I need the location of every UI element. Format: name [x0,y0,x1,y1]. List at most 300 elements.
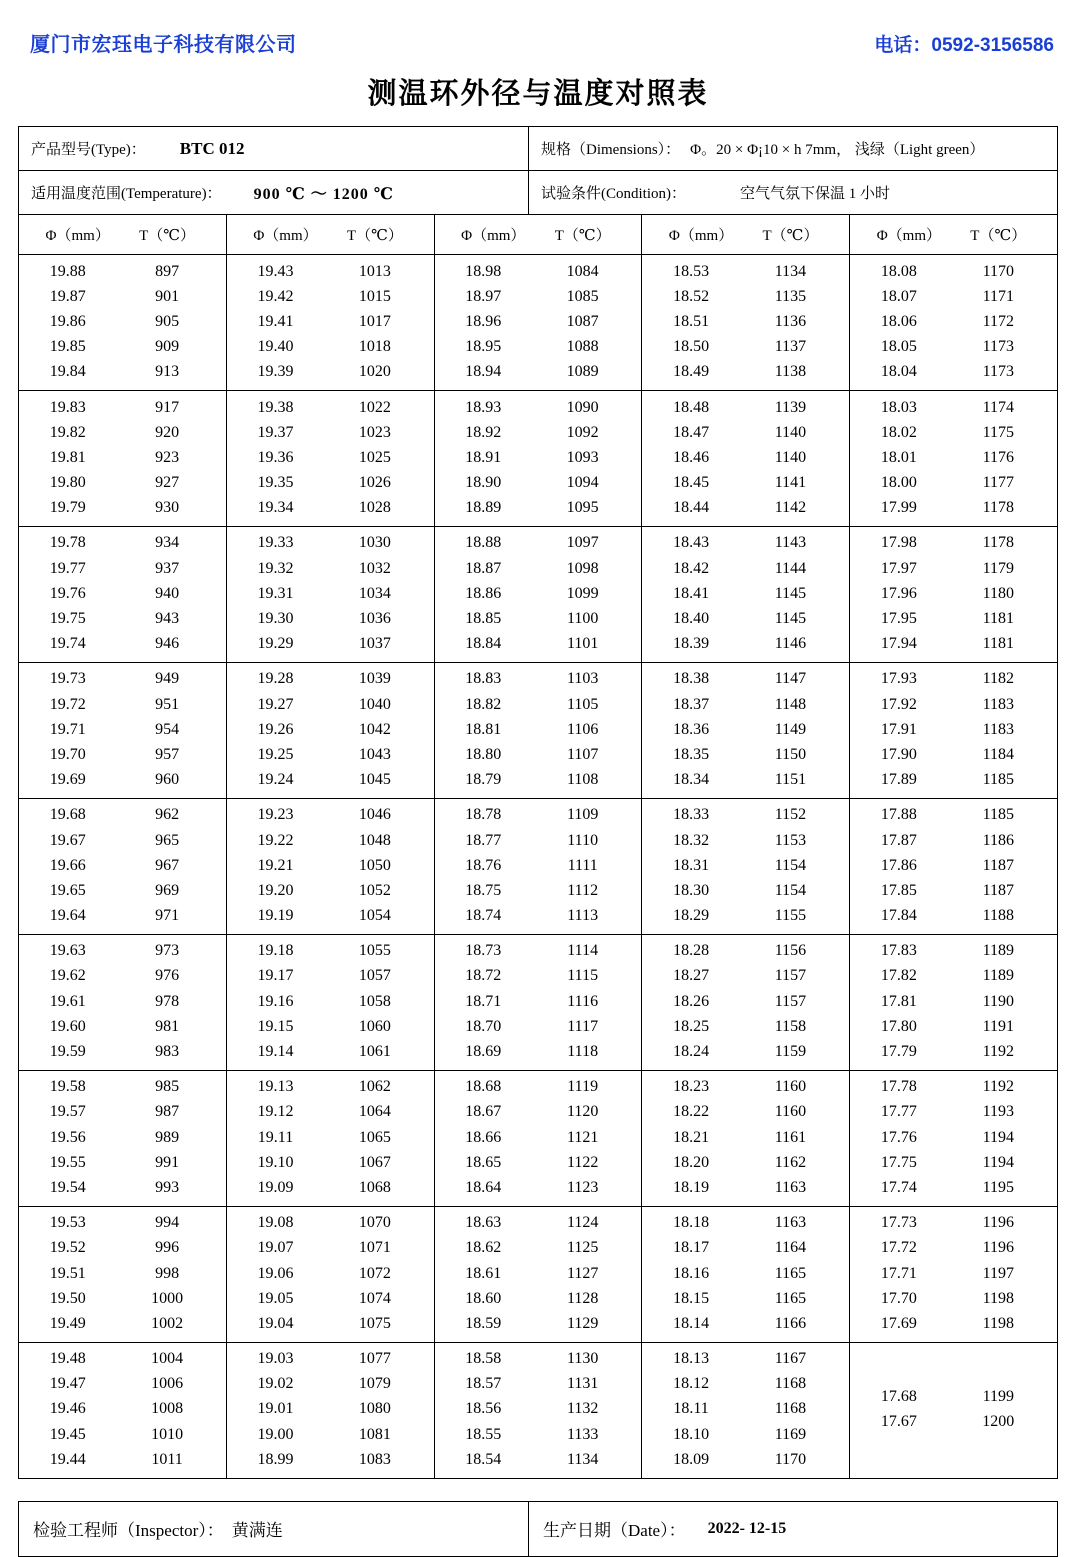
phi-value: 18.75 [465,881,502,899]
phi-value: 18.48 [673,398,710,416]
phi-value: 17.83 [880,942,917,960]
temperature-value-cell: 1181 [982,610,1014,628]
temperature-value-cell: 1189 [982,942,1014,960]
table-row [435,395,642,420]
table-row [850,878,1057,903]
temperature-value-cell: 1160 [774,1103,807,1121]
phi-value: 18.06 [880,312,917,330]
phi-value: 18.86 [465,584,502,602]
temperature-value-cell: 1185 [982,771,1014,789]
phi-value: 18.66 [465,1128,502,1146]
phi-value: 19.61 [49,992,86,1010]
table-row [227,828,434,853]
table-row [19,1447,226,1472]
phi-header: Φ（mm） [668,228,734,244]
type-value: BTC 012 [179,138,245,158]
table-row [435,1422,642,1447]
info-row-type [19,127,1057,171]
data-group [642,1343,849,1478]
phi-value: 18.24 [673,1043,710,1061]
temperature-value-cell: 1197 [982,1264,1014,1282]
table-row [227,581,434,606]
phi-value: 18.25 [673,1017,710,1035]
table-row [435,1014,642,1039]
phi-value: 18.92 [465,423,502,441]
data-group [642,391,849,527]
temperature-value-cell: 1145 [774,584,807,602]
temperature-value-cell: 1011 [151,1450,183,1468]
temperature-value-cell: 1161 [774,1128,807,1146]
table-row [642,964,849,989]
table-row [19,1372,226,1397]
table-row [435,606,642,631]
temperature-value-cell: 1136 [774,312,807,330]
data-column-2 [227,255,435,1478]
dimensions-label: 规格（Dimensions）： [541,142,681,158]
table-row [642,581,849,606]
temperature-value-cell: 1100 [566,610,599,628]
table-row [19,768,226,793]
table-row [850,1384,1057,1409]
table-row [850,1014,1057,1039]
temperature-value-cell: 989 [155,1128,180,1146]
phi-value: 18.30 [673,881,710,899]
temperature-value-cell: 1081 [358,1425,391,1443]
phi-value: 18.43 [673,534,710,552]
phi-value: 19.23 [257,806,294,824]
table-row [642,904,849,929]
table-row [19,1286,226,1311]
temperature-value-cell: 965 [155,831,180,849]
table-row [227,1261,434,1286]
data-group [435,255,642,391]
phi-value: 17.96 [880,584,917,602]
table-row [642,360,849,385]
phi-value: 18.88 [465,534,502,552]
phi-value: 19.71 [49,720,86,738]
phi-value: 19.48 [49,1350,86,1368]
table-row [850,742,1057,767]
table-row [19,1211,226,1236]
phi-value: 19.73 [49,670,86,688]
table-row [227,768,434,793]
phi-value: 17.97 [880,559,917,577]
phi-value: 18.72 [465,967,502,985]
table-row [435,828,642,853]
table-row [227,853,434,878]
temperature-value-cell: 1088 [566,338,599,356]
phi-value: 19.21 [257,856,294,874]
temperature-value-cell: 1171 [982,287,1014,305]
phi-value: 19.11 [257,1128,294,1146]
phi-value: 17.91 [880,720,917,738]
temperature-value-cell: 971 [155,907,180,925]
data-group [435,1343,642,1478]
table-row [19,259,226,284]
temperature-value-cell: 1193 [982,1103,1014,1121]
table-row [227,1039,434,1064]
data-group [850,527,1057,663]
phi-value: 19.20 [257,881,294,899]
data-group [227,1071,434,1207]
table-row [642,259,849,284]
data-column-3 [435,255,643,1478]
phi-value: 19.69 [49,771,86,789]
table-row [850,692,1057,717]
phi-value: 17.92 [880,695,917,713]
table-row [227,496,434,521]
phi-value: 18.01 [880,448,917,466]
phi-value: 18.69 [465,1043,502,1061]
temperature-value-cell: 1183 [982,695,1014,713]
phi-value: 18.82 [465,695,502,713]
temperature-value-cell: 1140 [774,448,807,466]
column-header-group-2 [227,215,435,254]
data-group [850,391,1057,527]
phi-value: 17.67 [880,1413,917,1431]
table-row [642,420,849,445]
table-row [435,259,642,284]
temperature-value-cell: 1107 [566,745,599,763]
temperature-value-cell: 1128 [566,1289,599,1307]
temperature-label: 适用温度范围(Temperature)： [31,186,222,202]
temperature-value-cell: 1062 [358,1078,391,1096]
phi-value: 19.67 [49,831,86,849]
phi-value: 19.82 [49,423,86,441]
data-group [642,1071,849,1207]
table-row [435,1175,642,1200]
table-row [227,692,434,717]
phi-value: 19.00 [257,1425,294,1443]
temperature-value-cell: 1022 [358,398,391,416]
temperature-cell [19,171,529,214]
temperature-value-cell: 1148 [774,695,807,713]
temperature-value-cell: 1173 [982,338,1014,356]
phi-value: 19.74 [49,635,86,653]
phi-header: Φ（mm） [461,228,526,244]
phi-value: 18.40 [673,610,710,628]
phi-header: Φ（mm） [45,228,110,244]
data-group [642,663,849,799]
phi-value: 17.69 [880,1314,917,1332]
phi-value: 17.78 [880,1078,917,1096]
temperature-value-cell: 1060 [358,1017,391,1035]
temperature-value-cell: 1191 [982,1017,1014,1035]
table-row [435,1211,642,1236]
table-row [435,1075,642,1100]
phi-value: 19.40 [257,338,294,356]
data-group [227,527,434,663]
temperature-value-cell: 1112 [567,881,599,899]
table-row [227,1211,434,1236]
table-row [642,395,849,420]
table-row [642,717,849,742]
table-row [642,878,849,903]
table-row [642,1075,849,1100]
data-group [227,663,434,799]
inspector-cell [19,1502,529,1556]
phi-value: 17.89 [880,771,917,789]
table-row [435,1447,642,1472]
table-row [227,1422,434,1447]
phi-value: 19.18 [257,942,294,960]
temperature-header: T（℃） [139,228,196,244]
temperature-value-cell: 1162 [774,1153,807,1171]
table-row [19,1175,226,1200]
phi-value: 18.45 [673,474,710,492]
temperature-value-cell: 1030 [358,534,391,552]
table-row [19,939,226,964]
phi-value: 19.42 [257,287,294,305]
phi-value: 19.17 [257,967,294,985]
temperature-value-cell: 1089 [566,363,599,381]
phi-value: 18.81 [465,720,502,738]
phi-value: 19.04 [257,1314,294,1332]
table-row [227,1125,434,1150]
data-group [227,1343,434,1478]
table-row [19,556,226,581]
phi-value: 19.25 [257,745,294,763]
table-row [227,1347,434,1372]
phi-value: 18.19 [673,1178,710,1196]
table-row [19,1397,226,1422]
table-row [19,1347,226,1372]
temperature-value-cell: 937 [155,559,180,577]
table-row [19,1422,226,1447]
phi-value: 17.76 [880,1128,917,1146]
temperature-value-cell: 1125 [566,1239,599,1257]
table-row [850,632,1057,657]
temperature-value-cell: 1144 [774,559,807,577]
phi-value: 18.21 [673,1128,710,1146]
temperature-value-cell: 1058 [358,992,391,1010]
phi-value: 18.56 [465,1400,502,1418]
table-row [227,667,434,692]
temperature-value-cell: 1156 [774,942,807,960]
temperature-value-cell: 1039 [358,670,391,688]
temperature-value-cell: 1150 [774,745,807,763]
table-row [642,1039,849,1064]
phi-value: 19.65 [49,881,86,899]
temperature-value-cell: 976 [155,967,180,985]
temperature-value-cell: 1173 [982,363,1014,381]
data-column-5 [850,255,1057,1478]
phi-value: 18.08 [880,262,917,280]
table-row [642,606,849,631]
table-row [19,692,226,717]
table-row [642,939,849,964]
temperature-value-cell: 934 [155,534,180,552]
phi-value: 19.03 [257,1350,294,1368]
phi-value: 19.58 [49,1078,86,1096]
condition-label: 试验条件(Condition)： [541,186,686,202]
temperature-value-cell: 1180 [982,584,1014,602]
temperature-value-cell: 897 [155,262,180,280]
table-row [435,309,642,334]
data-group [19,935,226,1071]
phi-value: 18.94 [465,363,502,381]
table-row [227,531,434,556]
temperature-value-cell: 1198 [982,1289,1014,1307]
temperature-value-cell: 1172 [982,312,1014,330]
temperature-value-cell: 951 [155,695,180,713]
table-row [435,878,642,903]
data-group [642,527,849,663]
phi-value: 18.02 [880,423,917,441]
data-group [850,1071,1057,1207]
table-row [19,803,226,828]
temperature-value-cell: 1002 [151,1314,184,1332]
table-row [435,360,642,385]
temperature-value-cell: 1048 [358,831,391,849]
phi-value: 18.20 [673,1153,710,1171]
table-row [642,1211,849,1236]
phi-value: 19.12 [257,1103,294,1121]
phi-value: 18.37 [673,695,710,713]
table-row [435,1261,642,1286]
temperature-value-cell: 1072 [358,1264,391,1282]
phi-value: 19.51 [49,1264,86,1282]
temperature-value-cell: 1159 [774,1043,807,1061]
phi-value: 19.34 [257,499,294,517]
temperature-value-cell: 940 [155,584,180,602]
table-row [227,939,434,964]
temperature-value-cell: 1109 [566,806,599,824]
table-row [227,1311,434,1336]
phi-value: 17.77 [880,1103,917,1121]
phi-value: 18.03 [880,398,917,416]
temperature-value-cell: 1134 [774,262,807,280]
phi-value: 19.49 [49,1314,86,1332]
column-header-group-3 [435,215,643,254]
phi-value: 18.97 [465,287,502,305]
phi-value: 19.37 [257,423,294,441]
table-row [435,531,642,556]
temperature-value-cell: 943 [155,610,180,628]
phi-value: 19.16 [257,992,294,1010]
phi-value: 19.78 [49,534,86,552]
temperature-value-cell: 960 [155,771,180,789]
temperature-value-cell: 1160 [774,1078,807,1096]
temperature-value-cell: 1083 [358,1450,391,1468]
data-group [850,1343,1057,1478]
temperature-value-cell: 1065 [358,1128,391,1146]
temperature-value-cell: 1043 [358,745,391,763]
phi-value: 18.54 [465,1450,502,1468]
phi-value: 19.81 [49,448,86,466]
data-group [435,391,642,527]
table-row [642,828,849,853]
temperature-value-cell: 973 [155,942,180,960]
date-value: 2022- 12-15 [707,1519,787,1537]
table-row [227,335,434,360]
table-row [227,1447,434,1472]
table-row [227,556,434,581]
phi-value: 17.73 [880,1214,917,1232]
table-row [642,1236,849,1261]
phi-value: 19.22 [257,831,294,849]
temperature-value-cell: 1099 [566,584,599,602]
table-row [19,632,226,657]
table-row [642,1447,849,1472]
table-row [850,335,1057,360]
phi-value: 19.54 [49,1178,86,1196]
phi-value: 19.39 [257,363,294,381]
temperature-value-cell: 1103 [566,670,599,688]
phi-value: 19.15 [257,1017,294,1035]
data-group [435,799,642,935]
data-column-4 [642,255,850,1478]
phi-value: 19.88 [49,262,86,280]
data-group [642,935,849,1071]
temperature-value-cell: 1129 [566,1314,599,1332]
table-row [435,1311,642,1336]
data-group [435,1071,642,1207]
data-group [19,255,226,391]
table-row [19,531,226,556]
temperature-value-cell: 1168 [774,1400,807,1418]
temperature-value-cell: 1115 [567,967,599,985]
temperature-value-cell: 1085 [566,287,599,305]
phi-value: 19.68 [49,806,86,824]
temperature-value-cell: 1176 [982,448,1014,466]
phi-value: 17.68 [880,1387,917,1405]
phi-value: 18.58 [465,1350,502,1368]
temperature-value-cell: 1163 [774,1214,807,1232]
temperature-value-cell: 1182 [982,670,1014,688]
table-row [850,395,1057,420]
temperature-value-cell: 1000 [151,1289,184,1307]
temperature-value-cell: 1139 [774,398,807,416]
phi-value: 18.98 [465,262,502,280]
table-row [435,471,642,496]
phi-value: 18.61 [465,1264,502,1282]
phi-value: 19.52 [49,1239,86,1257]
data-group [642,1207,849,1343]
phi-value: 18.12 [673,1375,710,1393]
temperature-value-cell: 1017 [358,312,391,330]
phi-value: 17.75 [880,1153,917,1171]
temperature-value-cell: 1149 [774,720,807,738]
temperature-value-cell: 1127 [566,1264,599,1282]
table-row [850,445,1057,470]
temperature-value-cell: 1163 [774,1178,807,1196]
temperature-value-cell: 1057 [358,967,391,985]
phi-value: 18.10 [673,1425,710,1443]
data-group [227,935,434,1071]
table-row [435,284,642,309]
phi-value: 19.86 [49,312,86,330]
table-row [19,904,226,929]
date-cell [529,1502,1057,1556]
temperature-value-cell: 1165 [774,1264,807,1282]
table-row [19,284,226,309]
temperature-value-cell: 987 [155,1103,180,1121]
phi-value: 18.76 [465,856,502,874]
phi-value: 18.71 [465,992,502,1010]
inspector-value: 黄满连 [231,1521,283,1540]
table-row [227,360,434,385]
temperature-value-cell: 1097 [566,534,599,552]
temperature-value-cell: 1079 [358,1375,391,1393]
phi-value: 18.17 [673,1239,710,1257]
temperature-value-cell: 1194 [982,1128,1014,1146]
temperature-value-cell: 1154 [774,856,807,874]
temperature-value-cell: 1137 [774,338,807,356]
table-row [227,1397,434,1422]
table-row [227,445,434,470]
table-row [850,496,1057,521]
